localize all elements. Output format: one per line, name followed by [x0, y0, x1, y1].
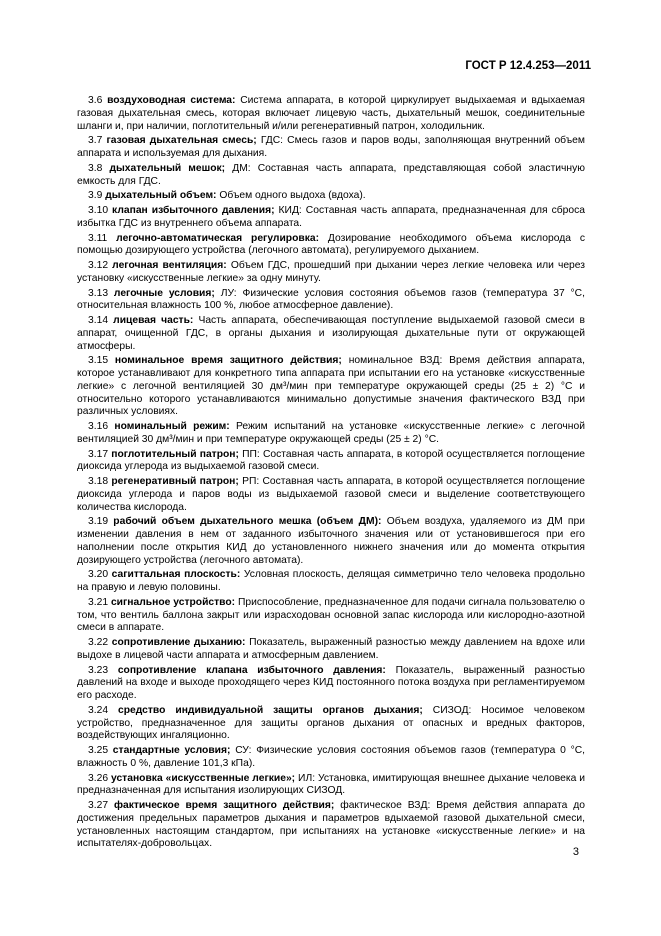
- definition: РП: Составная часть аппарата, в которой осуществляется поглощение диоксида углерода и паров воды из выдыхаемой газовой смеси и выделение соответствующего количества кислорода.: [77, 476, 585, 513]
- definition: Дозирование необходимого объема кислорода с помощью дозирующего устройства (легочного автомата), регулируемого дыханием.: [77, 232, 585, 257]
- definition: Объем одного выдоха (вдоха).: [219, 190, 366, 202]
- term: дыхательный мешок;: [109, 162, 226, 174]
- definition: Объем воздуха, удаляемого из ДМ при изменении давления в нем от заданного избыточного значения или от установившегося при его наполнении после открытия КИД до установленного нижнего значения или до момента открытия дозирующего устройства (легочного автомата).: [77, 516, 585, 566]
- term: воздуховодная система:: [107, 95, 236, 106]
- definition: Часть аппарата, обеспечивающая поступление выдыхаемой газовой смеси в аппарат, очищенной ГДС, в органы дыхания и изолирующая дыхательные пути от окружающей атмосферы.: [77, 315, 585, 352]
- clause-3-25: 3.25 стандартные условия; СУ: Физические условия состояния объемов газов (температура 0 °С, влажность 0 %, давление 101,3 кПа).: [77, 745, 585, 769]
- clause-3-24: 3.24 средство индивидуальной защиты органов дыхания; СИЗОД: Носимое человеком устройство, предназначенное для защиты органов дыхания от опасных и вредных факторов, воздействующих ингаляционно.: [77, 704, 585, 742]
- definition: ГДС: Смесь газов и паров воды, заполняющая внутренний объем аппарата и используемая для дыхания.: [77, 135, 585, 159]
- term: сопротивление клапана избыточного давления:: [117, 664, 386, 676]
- definition: ПП: Составная часть аппарата, в которой осуществляется поглощение диоксида углерода из выдыхаемой газовой смеси.: [77, 448, 585, 473]
- term: номинальный режим:: [114, 421, 230, 432]
- clause-3-26: 3.26 установка «искусственные легкие»; ИЛ: Установка, имитирующая внешнее дыхание человека и предназначенная для испытания изолирующих СИЗОД.: [77, 772, 585, 797]
- definition: КИД: Составная часть аппарата, предназначенная для сброса избытка ГДС из внутреннего объема аппарата.: [77, 205, 585, 229]
- clause-3-8: 3.8 дыхательный мешок; ДМ: Составная часть аппарата, представляющая собой эластичную емкость для ГДС.: [77, 162, 585, 187]
- definition: СИЗОД: Носимое человеком устройство, предназначенное для защиты органов дыхания от опасных и вредных факторов, воздействующих ингаляционно.: [77, 704, 585, 742]
- term: лицевая часть:: [113, 315, 194, 326]
- term: сопротивление дыханию:: [111, 637, 246, 648]
- standard-designation: ГОСТ Р 12.4.253—2011: [465, 60, 591, 72]
- clause-3-6: 3.6 воздуховодная система: Система аппарата, в которой циркулирует выдыхаемая и вдыхаемая газовая дыхательная смесь, которая включает лицевую часть, дыхательный мешок, соединительные шланги и, при наличии, поглотительный и/или регенеративный патрон, холодильник.: [77, 95, 585, 132]
- definition: номинальное ВЗД: Время действия аппарата, которое устанавливают для конкретного типа аппарата при испытании его на установке «искусственные легкие» с легочной вентиляцией 30 дм³/мин при температуре окружающей среды (25 ± 2) °С и относительно которого устанавливаются минимально допустимые значения фактического ВЗД при различных условиях.: [77, 355, 585, 418]
- page-number: 3: [572, 846, 579, 858]
- clause-3-12: 3.12 легочная вентиляция: Объем ГДС, прошедший при дыхании через легкие человека или через установку «искусственные легкие» за одну минуту.: [77, 260, 585, 284]
- clause-3-10: 3.10 клапан избыточного давления; КИД: Составная часть аппарата, предназначенная для сброса избытка ГДС из внутреннего объема аппарата.: [77, 205, 585, 229]
- clause-3-23: 3.23 сопротивление клапана избыточного давления: Показатель, выраженный разностью давлений на входе и выходе проходящего через КИД постоянного потока воздуха при регламентируемом его расходе.: [77, 664, 585, 701]
- clause-3-18: 3.18 регенеративный патрон; РП: Составная часть аппарата, в которой осуществляется поглощение диоксида углерода и паров воды из выдыхаемой газовой смеси и выделение соответствующего количества кислорода.: [77, 476, 585, 513]
- definitions-body: [77, 95, 585, 853]
- term: поглотительный патрон;: [111, 448, 239, 460]
- term: рабочий объем дыхательного мешка (объем ДМ):: [113, 516, 382, 528]
- clause-3-15: 3.15 номинальное время защитного действия; номинальное ВЗД: Время действия аппарата, которое устанавливают для конкретного типа аппарата при испытании его на установке «искусственные легкие» с легочной вентиляцией 30 дм³/мин при температуре окружающей среды (25 ± 2) °С и относительно которого устанавливаются минимально допустимые значения фактического ВЗД при различных условиях.: [77, 355, 585, 418]
- term: сигнальное устройство:: [110, 596, 236, 608]
- definition: Показатель, выраженный разностью давлений на входе и выходе проходящего через КИД постоянного потока воздуха при регламентируемом его расходе.: [77, 664, 585, 701]
- definition: Режим испытаний на установке «искусственные легкие» с легочной вентиляцией 30 дм³/мин и при температуре окружающей среды (25 ± 2) °С.: [77, 421, 585, 445]
- clause-3-7: 3.7 газовая дыхательная смесь; ГДС: Смесь газов и паров воды, заполняющая внутренний объем аппарата и используемая для дыхания.: [77, 135, 585, 159]
- definition: Объем ГДС, прошедший при дыхании через легкие человека или через установку «искусственные легкие» за одну минуту.: [77, 260, 585, 284]
- definition: Условная плоскость, делящая симметрично тело человека продольно на правую и левую половины.: [77, 569, 585, 593]
- term: установка «искусственные легкие»;: [110, 772, 296, 784]
- definition: Показатель, выраженный разностью между давлением на вдохе или выдохе в лицевой части аппарата и атмосферным давлением.: [77, 637, 585, 661]
- definition: ДМ: Составная часть аппарата, представляющая собой эластичную емкость для ГДС.: [77, 162, 585, 187]
- clause-3-13: 3.13 легочные условия; ЛУ: Физические условия состояния объемов газов (температура 37 °С, относительная влажность 100 %, любое атмосферное давление).: [77, 287, 585, 312]
- clause-3-19: 3.19 рабочий объем дыхательного мешка (объем ДМ): Объем воздуха, удаляемого из ДМ при изменении давления в нем от заданного избыточного значения или от установившегося при его наполнении после открытия КИД до установленного нижнего значения или до момента открытия дозирующего устройства (легочного автомата).: [77, 516, 585, 566]
- clause-3-16: 3.16 номинальный режим: Режим испытаний на установке «искусственные легкие» с легочной вентиляцией 30 дм³/мин и при температуре окружающей среды (25 ± 2) °С.: [77, 421, 585, 445]
- definition: Приспособление, предназначенное для подачи сигнала пользователю о том, что вентиль баллона закрыт или израсходован основной запас кислорода или кислородно-азотной смеси в аппарате.: [77, 596, 585, 634]
- clause-3-21: 3.21 сигнальное устройство: Приспособление, предназначенное для подачи сигнала пользователю о том, что вентиль баллона закрыт или израсходован основной запас кислорода или кислородно-азотной смеси в аппарате.: [77, 596, 585, 634]
- clause-3-20: 3.20 сагиттальная плоскость: Условная плоскость, делящая симметрично тело человека продольно на правую и левую половины.: [77, 569, 585, 593]
- clause-3-14: 3.14 лицевая часть: Часть аппарата, обеспечивающая поступление выдыхаемой газовой смеси в аппарат, очищенной ГДС, в органы дыхания и изолирующая дыхательные пути от окружающей атмосферы.: [77, 315, 585, 352]
- definition: Система аппарата, в которой циркулирует выдыхаемая и вдыхаемая газовая дыхательная смесь, которая включает лицевую часть, дыхательный мешок, соединительные шланги и, при наличии, поглотительный и/или регенеративный патрон, холодильник.: [77, 95, 585, 132]
- term: дыхательный объем:: [105, 190, 217, 202]
- term: фактическое время защитного действия;: [113, 800, 335, 811]
- term: легочные условия;: [113, 287, 215, 299]
- term: сагиттальная плоскость:: [111, 569, 241, 581]
- clause-3-9: 3.9 дыхательный объем: Объем одного выдоха (вдоха).: [88, 190, 366, 202]
- clause-3-27: 3.27 фактическое время защитного действия; фактическое ВЗД: Время действия аппарата до достижения предельных параметров дыхания и параметров вдыхаемой газовой дыхательной смеси, установленных настоящим стандартом, при испытаниях на установке «искусственные легкие» и на испытателях-добровольцах.: [77, 800, 585, 850]
- term: легочная вентиляция:: [112, 260, 227, 271]
- term: номинальное время защитного действия;: [114, 355, 342, 367]
- definition: СУ: Физические условия состояния объемов газов (температура 0 °С, влажность 0 %, давление 101,3 кПа).: [77, 745, 585, 769]
- term: стандартные условия;: [112, 745, 231, 756]
- clause-3-11: 3.11 легочно-автоматическая регулировка: Дозирование необходимого объема кислорода с помощью дозирующего устройства (легочного автомата), регулируемого дыханием.: [77, 232, 585, 257]
- clause-3-22: 3.22 сопротивление дыханию: Показатель, выраженный разностью между давлением на вдохе или выдохе в лицевой части аппарата и атмосферным давлением.: [77, 637, 585, 661]
- term: регенеративный патрон;: [111, 476, 239, 487]
- definition: ИЛ: Установка, имитирующая внешнее дыхание человека и предназначенная для испытания изолирующих СИЗОД.: [77, 772, 585, 797]
- term: газовая дыхательная смесь;: [106, 135, 257, 147]
- term: средство индивидуальной защиты органов дыхания;: [118, 704, 423, 716]
- definition: ЛУ: Физические условия состояния объемов газов (температура 37 °С, относительная влажность 100 %, любое атмосферное давление).: [77, 287, 585, 312]
- definition: фактическое ВЗД: Время действия аппарата до достижения предельных параметров дыхания и параметров вдыхаемой газовой дыхательной смеси, установленных настоящим стандартом, при испытаниях на установке «искусственные легкие» и на испытателях-добровольцах.: [77, 800, 585, 850]
- term: легочно-автоматическая регулировка:: [116, 232, 320, 244]
- clause-3-17: 3.17 поглотительный патрон; ПП: Составная часть аппарата, в которой осуществляется поглощение диоксида углерода из выдыхаемой газовой смеси.: [77, 448, 585, 473]
- term: клапан избыточного давления;: [112, 205, 275, 216]
